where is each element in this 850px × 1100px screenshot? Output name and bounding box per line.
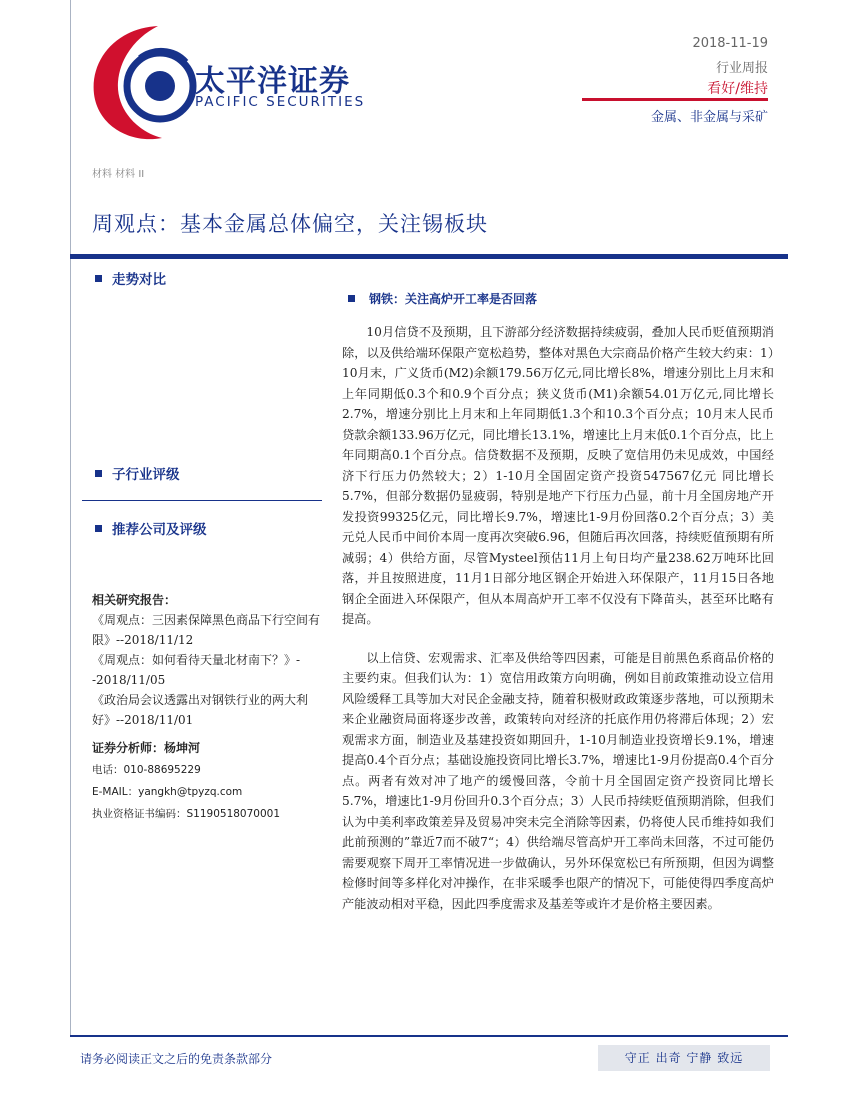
sidebar-divider xyxy=(82,500,322,501)
body-paragraph: 以上信贷、宏观需求、汇率及供给等四因素，可能是目前黑色系商品价格的主要约束。但我们认为：1）宽信用政策方向明确，例如目前政策推动设立信用风险缓释工具等加大对民企金融支持，随着积极财政政策逐步落地，可以预期未来企业融资局面将逐步改善，政策转向对经济的托底作用仍将滞后体现；2）宏观需求方面，制造业及基建投资如期回升，1-10月制造业投资增长9.1%，增速提高0.4个百分点；基础设施投资同比增长3.7%，增速比1-9月份提高0.4个百分点。两者有效对冲了地产的缓慢回落，令前十月全国固定资产投资同比增长5.7%，增速比1-9月份回升0.3个百分点；3）人民币持续贬值预期消除，但我们认为中美利率政策差异及贸易冲突未完全消除等因素，仍将使人民币维持如我们此前预测的”靠近7而不破7“；4）供给端尽管高炉开工率尚未回落，不过可能仍需要观察下周开工率情况进一步做确认，另外环保宽松已有所预期，但因为调整检修时间等多样化对冲操作，在非采暖季也限产的情况下，可能使得四季度高炉产能波动相对平稳，因此四季度需求及基差等或许才是价格主要因素。 xyxy=(342,650,774,911)
page-title: 周观点：基本金属总体偏空，关注锡板块 xyxy=(92,212,488,236)
analyst-name: 证券分析师：杨坤河 xyxy=(92,741,201,755)
related-report-link[interactable]: 《政治局会议透露出对钢铁行业的两大利好》--2018/11/01 xyxy=(92,693,309,727)
email-row: E-MAIL：yangkh@tpyzq.com xyxy=(92,786,243,798)
footer-disclaimer: 请务必阅读正文之后的免责条款部分 xyxy=(80,1052,273,1066)
breadcrumb: 材料 材料 II xyxy=(92,169,145,180)
logo-chinese-name: 太平洋证券 xyxy=(195,64,350,99)
email-link[interactable]: yangkh@tpyzq.com xyxy=(138,786,243,798)
rating-underline xyxy=(582,98,768,101)
body-paragraph: 10月信贷不及预期，且下游部分经济数据持续疲弱，叠加人民币贬值预期消除，以及供给端环保限产宽松趋势，整体对黑色大宗商品价格产生较大约束：1）10月末，广义货币(M2)余额179.56万亿元,同比增长8%，增速分别比上月末和上年同期低0.3个和0.9个百分点；狭义货币(M1)余额54.01万亿元,同比增长2.7%，增速分别比上月末和上年同期低1.3个和10.3个百分点；10月末人民币贷款余额133.96万亿元，同比增长13.1%，增速比上月末低0.1个百分点，比上年同期高0.1个百分点。信贷数据不及预期，反映了宽信用仍未见成效，中国经济下行压力仍然较大；2）1-10月全国固定资产投资547567亿元 同比增长5.7%，但部分数据仍显疲弱，特别是地产下行压力凸显，前十月全国房地产开发投资99325亿元，同比增长9.7%，增速比1-9月份回落0.2个百分点；3）美元兑人民币中间价本周一度再次突破6.96，但随后再次回落，持续贬值预期有所减弱；4）供给方面，尽管Mysteel预估11月上旬日均产量238.62万吨环比回落，并且按照进度，11月1日部分地区钢企开始进入环保限产，11月15日各地钢企全面进入环保限产，但从本周高炉开工率不仅没有下降苗头，甚至环比略有提高。 xyxy=(342,325,774,626)
main-content xyxy=(342,322,774,932)
title-divider xyxy=(70,254,788,259)
square-bullet-icon xyxy=(348,295,355,302)
related-reports-label: 相关研究报告： xyxy=(92,593,177,607)
left-margin-rule xyxy=(70,0,71,1035)
logo-english-name: PACIFIC SECURITIES xyxy=(195,94,366,110)
report-type: 行业周报 xyxy=(715,61,768,76)
footer-slogan: 守正 出奇 宁静 致远 xyxy=(598,1045,770,1071)
related-report-link[interactable]: 《周观点：如何看待天量北材南下？》--2018/11/05 xyxy=(92,653,301,687)
square-bullet-icon xyxy=(95,275,102,282)
section-trend-comparison: 走势对比 xyxy=(95,268,166,288)
sector-name: 金属、非金属与采矿 xyxy=(650,110,768,125)
section-subindustry-rating: 子行业评级 xyxy=(95,463,180,483)
industry-rating: 看好/维持 xyxy=(707,81,768,97)
license-row: 执业资格证书编码：S1190518070001 xyxy=(92,808,281,820)
square-bullet-icon xyxy=(95,525,102,532)
license-number: S1190518070001 xyxy=(186,808,281,820)
footer-divider xyxy=(70,1035,788,1037)
phone-row: 电话：010-88695229 xyxy=(92,764,201,776)
logo-center-dot-icon xyxy=(145,71,175,101)
square-bullet-icon xyxy=(95,470,102,477)
report-date: 2018-11-19 xyxy=(692,36,768,51)
steel-section-heading: 钢铁：关注高炉开工率是否回落 xyxy=(348,290,537,307)
related-report-link[interactable]: 《周观点：三因素保障黑色商品下行空间有限》--2018/11/12 xyxy=(92,613,321,647)
sidebar-info xyxy=(92,590,327,824)
phone-number: 010-88695229 xyxy=(123,764,201,776)
section-recommended-companies: 推荐公司及评级 xyxy=(95,518,207,538)
